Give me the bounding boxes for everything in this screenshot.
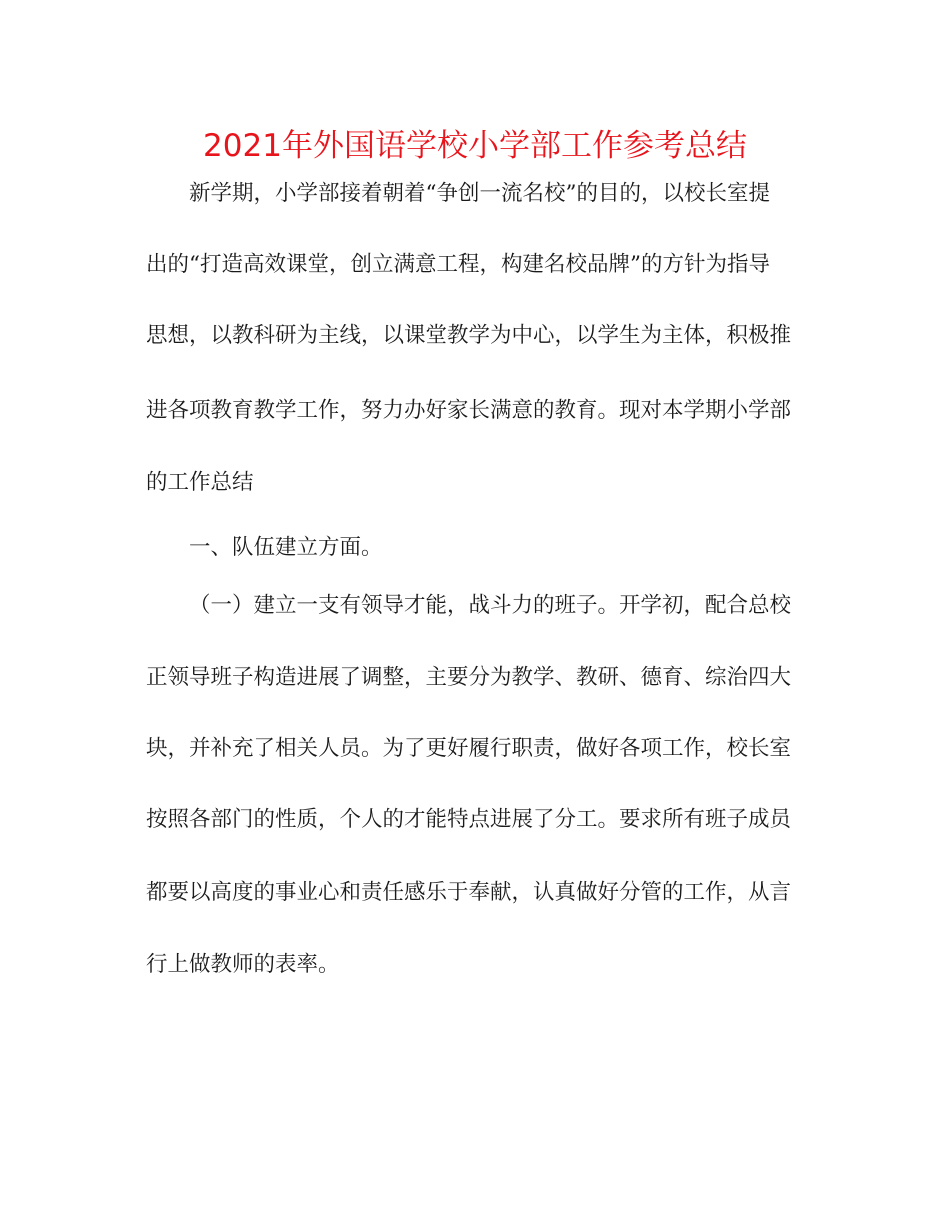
paragraph-2-line-5: 都要以高度的事业心和责任感乐于奉献，认真做好分管的工作，从言 — [146, 880, 792, 905]
paragraph-2-line-4: 按照各部门的性质，个人的才能特点进展了分工。要求所有班子成员 — [146, 807, 792, 832]
paragraph-2-line-3: 块，并补充了相关人员。为了更好履行职责，做好各项工作，校长室 — [146, 736, 792, 761]
paragraph-1-line-3: 思想，以教科研为主线，以课堂教学为中心，以学生为主体，积极推 — [146, 323, 792, 348]
paragraph-2-line-2: 正领导班子构造进展了调整，主要分为教学、教研、德育、综治四大 — [146, 665, 792, 690]
paragraph-1-line-5: 的工作总结 — [146, 470, 254, 495]
paragraph-2-line-6: 行上做教师的表率。 — [146, 952, 340, 977]
paragraph-1-line-4: 进各项教育教学工作，努力办好家长满意的教育。现对本学期小学部 — [146, 398, 792, 423]
paragraph-1-line-1: 新学期，小学部接着朝着“争创一流名校”的目的，以校长室提 — [189, 181, 770, 206]
paragraph-2-line-1: （一）建立一支有领导才能，战斗力的班子。开学初，配合总校 — [189, 593, 792, 618]
paragraph-1-line-2: 出的“打造高效课堂，创立满意工程，构建名校品牌”的方针为指导 — [146, 252, 770, 277]
document-title: 2021年外国语学校小学部工作参考总结 — [203, 128, 747, 164]
section-heading-1: 一、队伍建立方面。 — [189, 535, 383, 560]
